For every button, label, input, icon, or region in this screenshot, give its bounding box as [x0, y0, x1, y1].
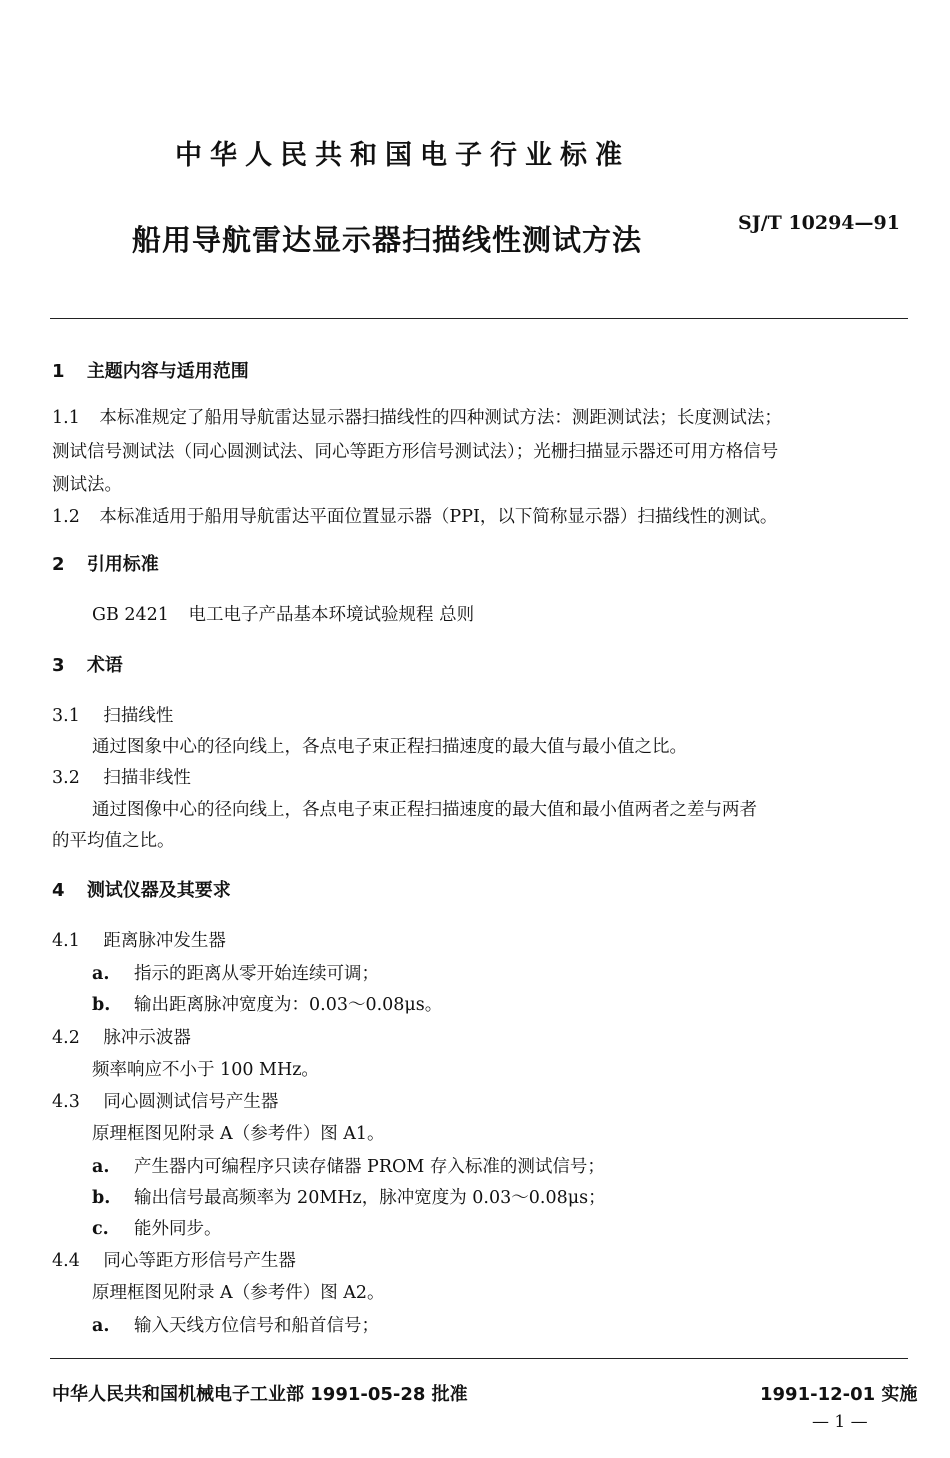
clause-4-4-heading	[52, 1249, 296, 1273]
item-text: 输出信号最高频率为 20MHz，脉冲宽度为 0.03～0.08μs；	[134, 1188, 606, 1208]
approval-statement: 中华人民共和国机械电子工业部 1991-05-28 批准	[52, 1384, 468, 1405]
item-label: a.	[92, 1157, 110, 1177]
clause-number: 3.2	[52, 768, 80, 788]
clause-4-4-text: 原理框图见附录 A（参考件）图 A2。	[92, 1283, 385, 1303]
item-text: 输出距离脉冲宽度为：0.03～0.08μs。	[134, 995, 443, 1015]
clause-4-3-heading	[52, 1090, 278, 1114]
clause-number: 4.2	[52, 1028, 80, 1048]
clause-4-1-item-b	[92, 993, 442, 1017]
item-label: a.	[92, 1316, 110, 1336]
section-2-heading	[52, 553, 159, 577]
clause-4-1-heading	[52, 929, 226, 953]
section-title: 主题内容与适用范围	[86, 361, 249, 382]
footer-rule	[50, 1358, 908, 1359]
clause-title: 距离脉冲发生器	[103, 931, 226, 951]
clause-4-3-item-a	[92, 1155, 605, 1179]
doc-title: 船用导航雷达显示器扫描线性测试方法	[132, 223, 643, 257]
clause-3-2-text-1: 通过图像中心的径向线上，各点电子束正程扫描速度的最大值和最小值两者之差与两者	[92, 800, 757, 820]
section-4-heading	[52, 879, 231, 903]
section-3-heading	[52, 654, 123, 678]
section-title: 术语	[86, 655, 123, 676]
item-text: 能外同步。	[134, 1219, 222, 1239]
clause-4-1-item-a	[92, 962, 379, 986]
clause-3-2-heading	[52, 766, 191, 790]
clause-1-1-line-3: 测试法。	[52, 475, 122, 495]
standard-code: SJ/T 10294—91	[738, 212, 900, 234]
clause-number: 1.1	[52, 408, 80, 428]
clause-title: 同心圆测试信号产生器	[103, 1092, 279, 1112]
clause-text: 本标准规定了船用导航雷达显示器扫描线性的四种测试方法：测距测试法；长度测试法；	[99, 408, 782, 428]
clause-title: 扫描线性	[103, 706, 174, 726]
clause-number: 4.4	[52, 1251, 80, 1271]
reference-standard	[92, 603, 474, 627]
clause-4-3-item-c	[92, 1217, 222, 1241]
clause-title: 同心等距方形信号产生器	[103, 1251, 296, 1271]
item-label: a.	[92, 964, 110, 984]
clause-3-1-text: 通过图象中心的径向线上，各点电子束正程扫描速度的最大值与最小值之比。	[92, 737, 687, 757]
item-text: 指示的距离从零开始连续可调；	[134, 964, 379, 984]
clause-1-1-line-2: 测试信号测试法（同心圆测试法、同心等距方形信号测试法）；光栅扫描显示器还可用方格信号	[52, 442, 779, 462]
section-number: 3	[52, 655, 65, 676]
reference-code: GB 2421	[92, 605, 169, 625]
org-title: 中华人民共和国电子行业标准	[175, 140, 630, 171]
clause-number: 3.1	[52, 706, 80, 726]
clause-4-2-text: 频率响应不小于 100 MHz。	[92, 1060, 319, 1080]
page-number: — 1 —	[812, 1412, 868, 1432]
section-title: 引用标准	[86, 554, 159, 575]
clause-number: 1.2	[52, 507, 80, 527]
effective-date: 1991-12-01 实施	[760, 1384, 918, 1405]
item-text: 输入天线方位信号和船首信号；	[134, 1316, 379, 1336]
clause-title: 扫描非线性	[103, 768, 191, 788]
clause-3-1-heading	[52, 704, 173, 728]
section-number: 2	[52, 554, 65, 575]
section-number: 4	[52, 880, 65, 901]
clause-4-3-text: 原理框图见附录 A（参考件）图 A1。	[92, 1124, 385, 1144]
clause-1-2-line-1	[52, 505, 777, 529]
item-label: c.	[92, 1219, 109, 1239]
section-1-heading	[52, 360, 249, 384]
clause-4-4-item-a	[92, 1314, 379, 1338]
clause-4-2-heading	[52, 1026, 191, 1050]
clause-number: 4.3	[52, 1092, 80, 1112]
header-rule	[50, 318, 908, 319]
section-title: 测试仪器及其要求	[86, 880, 231, 901]
clause-text: 本标准适用于船用导航雷达平面位置显示器（PPI，以下简称显示器）扫描线性的测试。	[99, 507, 778, 527]
clause-number: 4.1	[52, 931, 80, 951]
item-label: b.	[92, 1188, 111, 1208]
clause-1-1-line-1	[52, 406, 782, 430]
clause-4-3-item-b	[92, 1186, 606, 1210]
item-text: 产生器内可编程序只读存储器 PROM 存入标准的测试信号；	[134, 1157, 605, 1177]
item-label: b.	[92, 995, 111, 1015]
clause-title: 脉冲示波器	[103, 1028, 191, 1048]
section-number: 1	[52, 361, 65, 382]
reference-text: 电工电子产品基本环境试验规程 总则	[188, 605, 475, 625]
clause-3-2-text-2: 的平均值之比。	[52, 831, 175, 851]
